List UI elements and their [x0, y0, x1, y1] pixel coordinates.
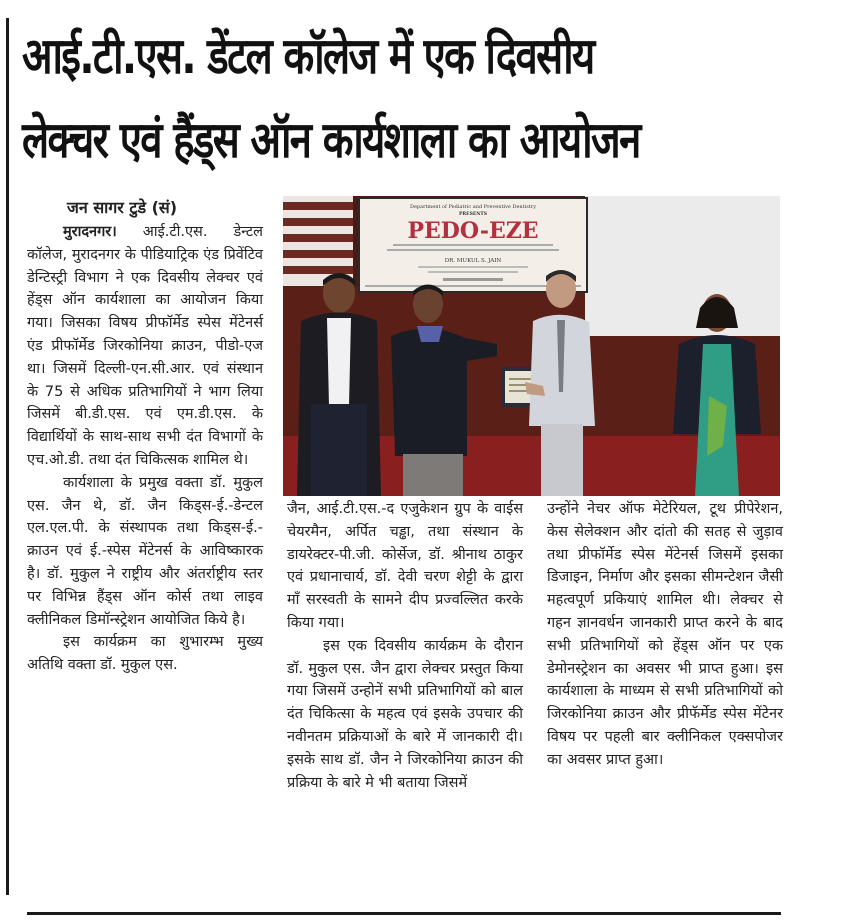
- paragraph-3: इस कार्यक्रम का शुभारम्भ मुख्य अतिथि वक्ता डॉ. मुकुल एस.: [27, 634, 263, 674]
- banner-department: Department of Pediatric and Preventive Dentistry: [409, 204, 537, 210]
- banner-presents: PRESENTS: [459, 212, 487, 217]
- projector-screen: [585, 196, 780, 336]
- event-photo: [283, 196, 780, 496]
- paragraph-1: [27, 221, 263, 472]
- left-column-rule: [6, 18, 9, 895]
- byline: जन सागर टुडे (सं): [67, 198, 178, 217]
- paragraph-4: जैन, आई.टी.एस.-द एजुकेशन ग्रुप के वाईस चेयरमैन, अर्पित चड्ढा, तथा संस्थान के डायरेक्टर-पी.जी. कोर्सेज, डॉ. श्रीनाथ ठाकुर एवं प्रधानाचार्य, डॉ. देवी चरण शेट्टी के द्वारा माँ सरस्वती के सामने दीप प्रज्वल्लित करके किया गया।: [287, 501, 523, 631]
- dateline: मुरादनगर।: [63, 224, 117, 240]
- headline-line-1: आई.टी.एस. डेंटल कॉलेज में एक दिवसीय: [22, 27, 594, 85]
- paragraph-2: कार्यशाला के प्रमुख वक्ता डॉ. मुकुल एस. जैन थे, डॉ. जैन किड्स-ई.-डेन्टल एल.एल.पी. के संस्थापक तथा किड्स-ई.-क्राउन एवं ई.-स्पेस मेंटेनर्स के आविष्कारक है। डॉ. मुकुल ने राष्ट्रीय और अंतर्राष्ट्रीय स्तर पर विभिन्न हैंड्स ऑन कोर्स तथा लाइव क्लीनिकल डिमॉन्स्ट्रेशन आयोजित किये है।: [27, 474, 263, 628]
- article-column-1: [27, 196, 263, 677]
- wall-stripes: [283, 196, 353, 286]
- article-column-3: [547, 498, 783, 772]
- paragraph-6: उन्होंने नेचर ऑफ मेटेरियल, टूथ प्रीपेरेशन, केस सेलेक्शन और दांतो की सतह से जुड़ाव तथा प्रीफॉर्मेड स्पेस मेंटेनर्स जिसमें इसका डिजाइन, निर्माण और इसका सीमन्टेशन जैसी महत्वपूर्ण प्रकियाएं शामिल थी। लेक्चर से गहन ज्ञानवर्धन जानकारी प्राप्त करने के बाद सभी प्रतिभागियों को हेंड्स ऑन पर एक डेमोनस्ट्रेशन का अवसर भी प्राप्त हुआ। इस कार्यशाला के माध्यम से सभी प्रतिभागियों को जिरकोनिया क्राउन और प्रीफॅर्मेड स्पेस मेंटेनर विषय पर पहली बार क्लीनिकल एक्सपोजर का अवसर प्राप्त हुआ।: [547, 501, 783, 768]
- banner-title: PEDO-EZE: [407, 218, 539, 244]
- headline-line-2: लेक्चर एवं हैंड्स ऑन कार्यशाला का आयोजन: [22, 111, 640, 169]
- paragraph-1-text: आई.टी.एस. डेन्टल कॉलेज, मुरादनगर के पीडियाट्रिक एंड प्रिवेंटिव डेन्टिस्ट्री विभाग ने एक दिवसीय लेक्चर एवं हेंड्स ऑन कार्यशाला का आयोजन किया गया। जिसका विषय प्रीफॉर्मेड स्पेस मेंटेनर्स एंड प्रीफॉर्मेड जिरकोनिया क्राउन, पीडो-एज था। जिसमें दिल्ली-एन.सी.आर. एवं संस्थान के 75 से अधिक प्रतिभागियों ने भाग लिया जिसमें बी.डी.एस. एवं एम.डी.एस. के विद्यार्थियों के साथ-साथ सभी दंत विभागों के एच.ओ.डी. तथा दंत चिकित्सक शामिल थे।: [27, 224, 263, 468]
- paragraph-5: इस एक दिवसीय कार्यक्रम के दौरान डॉ. मुकुल एस. जैन द्वारा लेक्चर प्रस्तुत किया गया जिसमें उन्होनें सभी प्रतिभागियों को बाल दंत चिकित्सा के महत्व एवं इसके उपचार की नवीनतम प्रक्रियाओं के बारे में जानकारी दी। इसके साथ डॉ. जैन ने जिरकोनिया क्राउन की प्रक्रिया के बारे मे भी बताया जिसमें: [287, 637, 523, 791]
- article-column-2: [287, 498, 523, 794]
- headline: [22, 14, 662, 182]
- event-photo-illustration: [283, 196, 780, 496]
- bottom-rule: [27, 912, 781, 915]
- banner-speaker: DR. MUKUL S. JAIN: [444, 258, 502, 264]
